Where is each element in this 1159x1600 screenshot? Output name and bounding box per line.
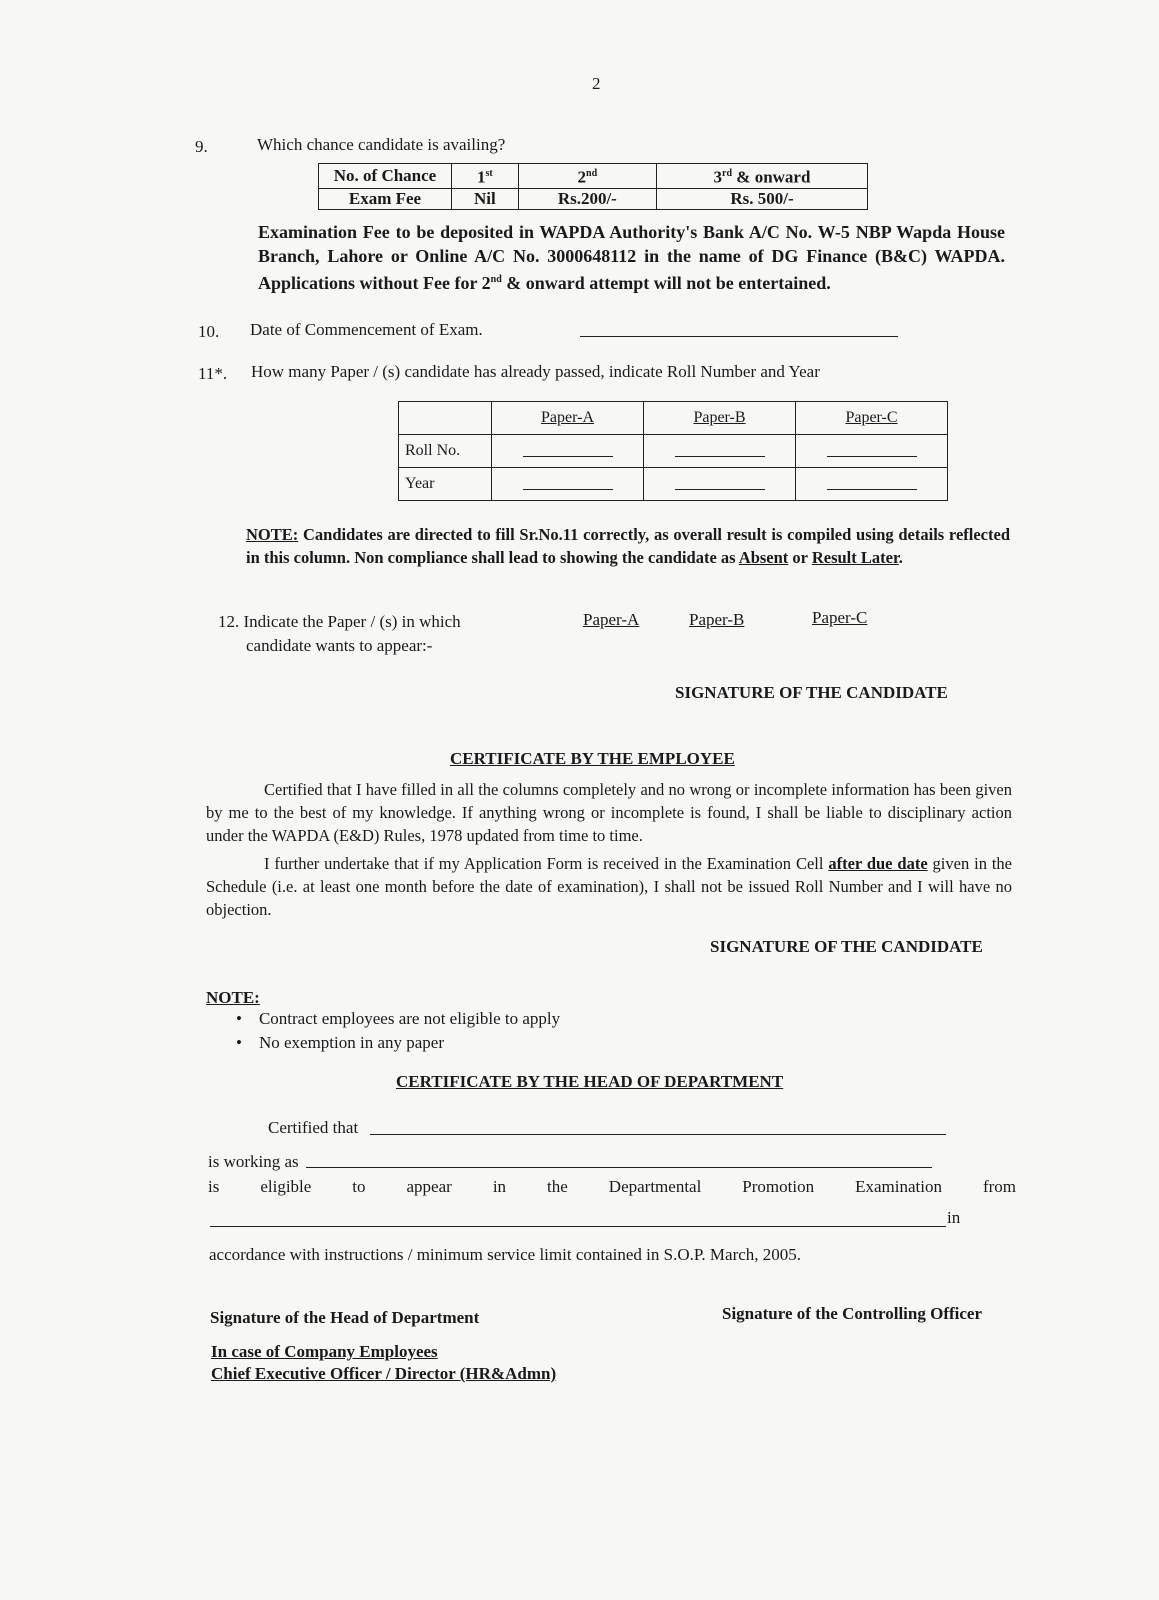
table-cell: No. of Chance [319, 164, 452, 189]
table-cell: Exam Fee [319, 188, 452, 209]
table-header: Paper-A [492, 402, 644, 435]
q10-text: Date of Commencement of Exam. [250, 320, 483, 339]
note-item: • No exemption in any paper [236, 1033, 445, 1052]
table-header: Paper-C [796, 402, 948, 435]
table-row [399, 468, 948, 501]
papers-passed-table [398, 401, 948, 501]
ceo-director-label: Chief Executive Officer / Director (HR&Admn) [211, 1364, 557, 1383]
signature-hod: Signature of the Head of Department [210, 1308, 480, 1327]
table-cell: 3rd & onward [656, 164, 867, 189]
working-as-field[interactable] [306, 1167, 932, 1168]
signature-candidate-2: SIGNATURE OF THE CANDIDATE [710, 937, 983, 956]
q9-text: Which chance candidate is availing? [257, 135, 506, 154]
note-sr11: NOTE: Candidates are directed to fill Sr.No.11 correctly, as overall result is compiled using details reflected in this column. Non compliance shall lead to showing the candidate as Absent or Result Later. [246, 525, 1010, 567]
cert-hod-title: CERTIFICATE BY THE HEAD OF DEPARTMENT [396, 1072, 784, 1091]
roll-c-field[interactable] [796, 435, 948, 468]
row-label: Roll No. [399, 435, 492, 468]
roll-a-field[interactable] [492, 435, 644, 468]
table-row [319, 164, 868, 189]
option-paper-c[interactable]: Paper-C [812, 608, 868, 627]
exam-fee-table [318, 163, 868, 210]
company-employees-label: In case of Company Employees [211, 1342, 438, 1361]
row-label: Year [399, 468, 492, 501]
accordance-text: accordance with instructions / minimum service limit contained in S.O.P. March, 2005. [209, 1245, 802, 1264]
certified-that-label: Certified that [268, 1118, 359, 1137]
working-as-label: is working as [208, 1152, 299, 1171]
table-cell: Nil [452, 188, 519, 209]
eligible-line: is eligible to appear in the Departmental Promotion Examination from [208, 1177, 1016, 1196]
table-row [399, 435, 948, 468]
table-header: Paper-B [644, 402, 796, 435]
q11-text: How many Paper / (s) candidate has already passed, indicate Roll Number and Year [251, 362, 820, 381]
q9-number: 9. [195, 137, 208, 156]
table-row [319, 188, 868, 209]
in-label: in [947, 1208, 961, 1227]
note-label: NOTE: [206, 988, 260, 1007]
cert-employee-p1: Certified that I have filled in all the columns completely and no wrong or incomplete information has been given by me to the best of my knowledge. If anything wrong or incomplete is found, I shall be liable to disciplinary action under the WAPDA (E&D) Rules, 1978 updated from time to time. [206, 780, 1012, 845]
cert-employee-title: CERTIFICATE BY THE EMPLOYEE [450, 749, 735, 768]
page-number: 2 [592, 74, 601, 93]
table-cell: Rs.200/- [518, 188, 656, 209]
signature-candidate-1: SIGNATURE OF THE CANDIDATE [675, 683, 948, 702]
q12-text-2: candidate wants to appear:- [246, 636, 433, 655]
table-cell [399, 402, 492, 435]
date-field[interactable] [580, 336, 898, 337]
cert-employee-p2: I further undertake that if my Application Form is received in the Examination Cell after due date given in the Schedule (i.e. at least one month before the date of examination), I shall not be issued Roll Number and I will have no objection. [206, 854, 1012, 919]
signature-controlling-officer: Signature of the Controlling Officer [722, 1304, 983, 1323]
option-paper-b[interactable]: Paper-B [689, 610, 745, 629]
table-cell: 1st [452, 164, 519, 189]
certified-name-field[interactable] [370, 1134, 946, 1135]
roll-b-field[interactable] [644, 435, 796, 468]
year-b-field[interactable] [644, 468, 796, 501]
option-paper-a[interactable]: Paper-A [583, 610, 640, 629]
note-item: • Contract employees are not eligible to apply [236, 1009, 561, 1028]
q10-number: 10. [198, 322, 220, 341]
table-cell: Rs. 500/- [656, 188, 867, 209]
table-row [399, 402, 948, 435]
year-c-field[interactable] [796, 468, 948, 501]
year-a-field[interactable] [492, 468, 644, 501]
q12-text-1: 12. Indicate the Paper / (s) in which [218, 612, 461, 631]
table-cell: 2nd [518, 164, 656, 189]
q11-number: 11*. [198, 364, 228, 383]
fee-note: Examination Fee to be deposited in WAPDA Authority's Bank A/C No. W-5 NBP Wapda House Branch, Lahore or Online A/C No. 3000648112 in the name of DG Finance (B&C) WAPDA. Applications without Fee for 2nd & onward attempt will not be entertained. [258, 222, 1005, 293]
department-field[interactable] [210, 1226, 946, 1227]
